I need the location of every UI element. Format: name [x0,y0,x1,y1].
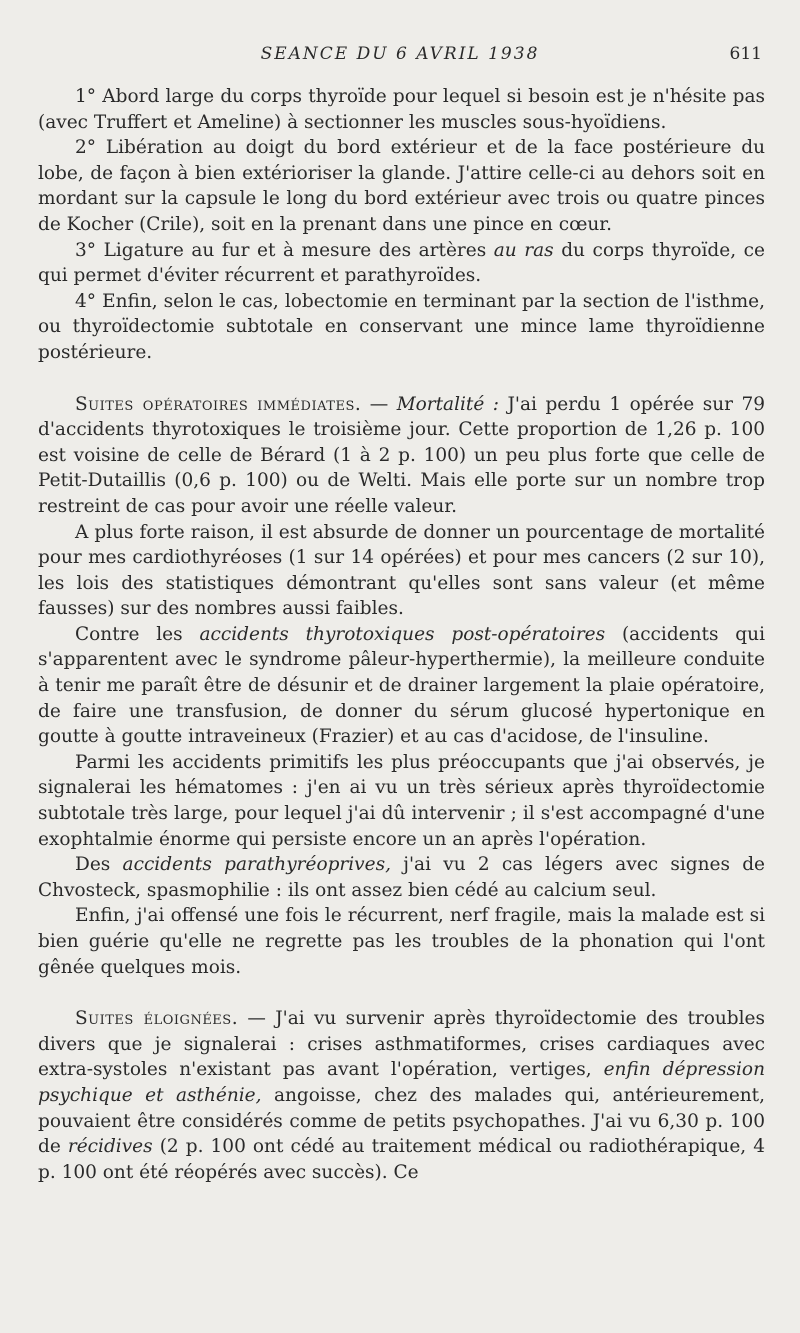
body-text [38,84,765,1185]
paragraph-step-4 [38,289,765,366]
paragraph-thyrotoxic [38,622,765,750]
header-title: SEANCE DU 6 AVRIL 1938 [260,44,540,64]
paragraph-text: Contre les [75,623,183,645]
paragraph-statistics [38,520,765,622]
paragraph-recurrent [38,903,765,980]
paragraph-text: angoisse, chez des malades qui, antérieurement, pouvaient être considérés comme de petits psychopathes. J'ai vu 6,30 p. 100 de [38,1084,766,1158]
paragraph-text: Abord large du corps thyroïde pour lequel si besoin est je n'hésite pas (avec Truffert et Ameline) à sectionner les muscles sous-hyoïdiens. [38,86,765,133]
paragraph-text: (accidents qui s'apparentent avec le syndrome pâleur-hyperthermie), la meilleure conduite à tenir me paraît être de désunir et de drainer largement la plaie opératoire, de faire une transfusion, de donner du sérum glucosé hypertonique en goutte à goutte intraveineux (Frazier) et au cas d'acidose, de l'insuline. [38,623,765,748]
paragraph-text: du corps thyroïde, ce qui permet d'éviter récurrent et parathyroïdes. [38,239,765,287]
emphasis: accidents parathyréoprives, [122,854,391,876]
step-number: 4° [75,290,97,312]
section-heading: Suites éloignées. [75,1008,239,1030]
paragraph-text: Des [75,854,111,876]
emphasis: Mortalité : [396,393,500,415]
running-header [38,44,762,68]
step-number: 3° [75,239,97,261]
paragraph-text: (2 p. 100 ont cédé au traitement médical ou radiothérapique, 4 p. 100 ont été réopérés avec succès). Ce [38,1136,765,1183]
paragraph-text: Parmi les accidents primitifs les plus préoccupants que j'ai observés, je signalerai les hématomes : j'en ai vu un très sérieux après thyroïdectomie subtotale très large, pour lequel j'ai dû intervenir ; il s'est accompagné d'une exophtalmie énorme qui persiste encore un an après l'opération. [38,751,765,850]
paragraph-text: A plus forte raison, il est absurde de donner un pourcentage de mortalité pour mes cardiothyréoses (1 sur 14 opérées) et pour mes cancers (2 sur 10), les lois des statistiques démontrant qu'elles sont sans valeur (et même fausses) sur des nombres aussi faibles. [38,521,765,620]
section-suites-eloignees [38,1006,765,1185]
step-number: 1° [75,86,97,107]
paragraph-text: Ligature au fur et à mesure des artères [103,239,487,261]
paragraph-parathyreoprives [38,852,765,903]
paragraph-text: J'ai perdu 1 opérée sur 79 d'accidents thyrotoxiques le troisième jour. Cette proportion de 1,26 p. 100 est voisine de celle de Bérard (1 à 2 p. 100) un peu plus forte que celle de Petit-Dutaillis (0,6 p. 100) ou de Welti. Mais elle porte sur un nombre trop restreint de cas pour avoir une réelle valeur. [38,393,765,517]
paragraph-hematomes [38,750,765,852]
paragraph-text: Enfin, j'ai offensé une fois le récurrent, nerf fragile, mais la malade est si bien guérie qu'elle ne regrette pas les troubles de la phonation qui l'ont gênée quelques mois. [38,905,765,978]
paragraph-step-2 [38,135,765,237]
paragraph-step-3 [38,238,765,289]
paragraph-step-1 [38,84,765,135]
paragraph-text: Libération au doigt du bord extérieur et de la face postérieure du lobe, de façon à bien extérioriser la glande. J'attire celle-ci au dehors soit en mordant sur la capsule le long du bord extérieur avec trois ou quatre pinces de Kocher (Crile), soit en la prenant dans une pince en cœur. [38,137,765,235]
dash: — [247,1008,266,1030]
emphasis: au ras [493,239,554,261]
dash: — [369,393,389,415]
emphasis: accidents thyrotoxiques post-opératoires [199,623,606,645]
emphasis: enfin dépression psychique et asthénie, [38,1059,765,1106]
page-number: 611 [729,44,762,64]
emphasis: récidives [67,1136,153,1158]
section-heading: Suites opératoires immédiates. [75,393,362,415]
paragraph-text: Enfin, selon le cas, lobectomie en terminant par la section de l'isthme, ou thyroïdectomie subtotale en conservant une mince lame thyroïdienne postérieure. [38,290,765,363]
paragraph-text: j'ai vu 2 cas légers avec signes de Chvosteck, spasmophilie : ils ont assez bien cédé au calcium seul. [38,854,765,901]
step-number: 2° [75,137,97,159]
section-suites-immediates [38,392,765,520]
paragraph-text: J'ai vu survenir après thyroïdectomie des troubles divers que je signalerai : crises asthmatiformes, crises cardiaques avec extra-systoles n'existant pas avant l'opération, vertiges, [38,1008,766,1081]
